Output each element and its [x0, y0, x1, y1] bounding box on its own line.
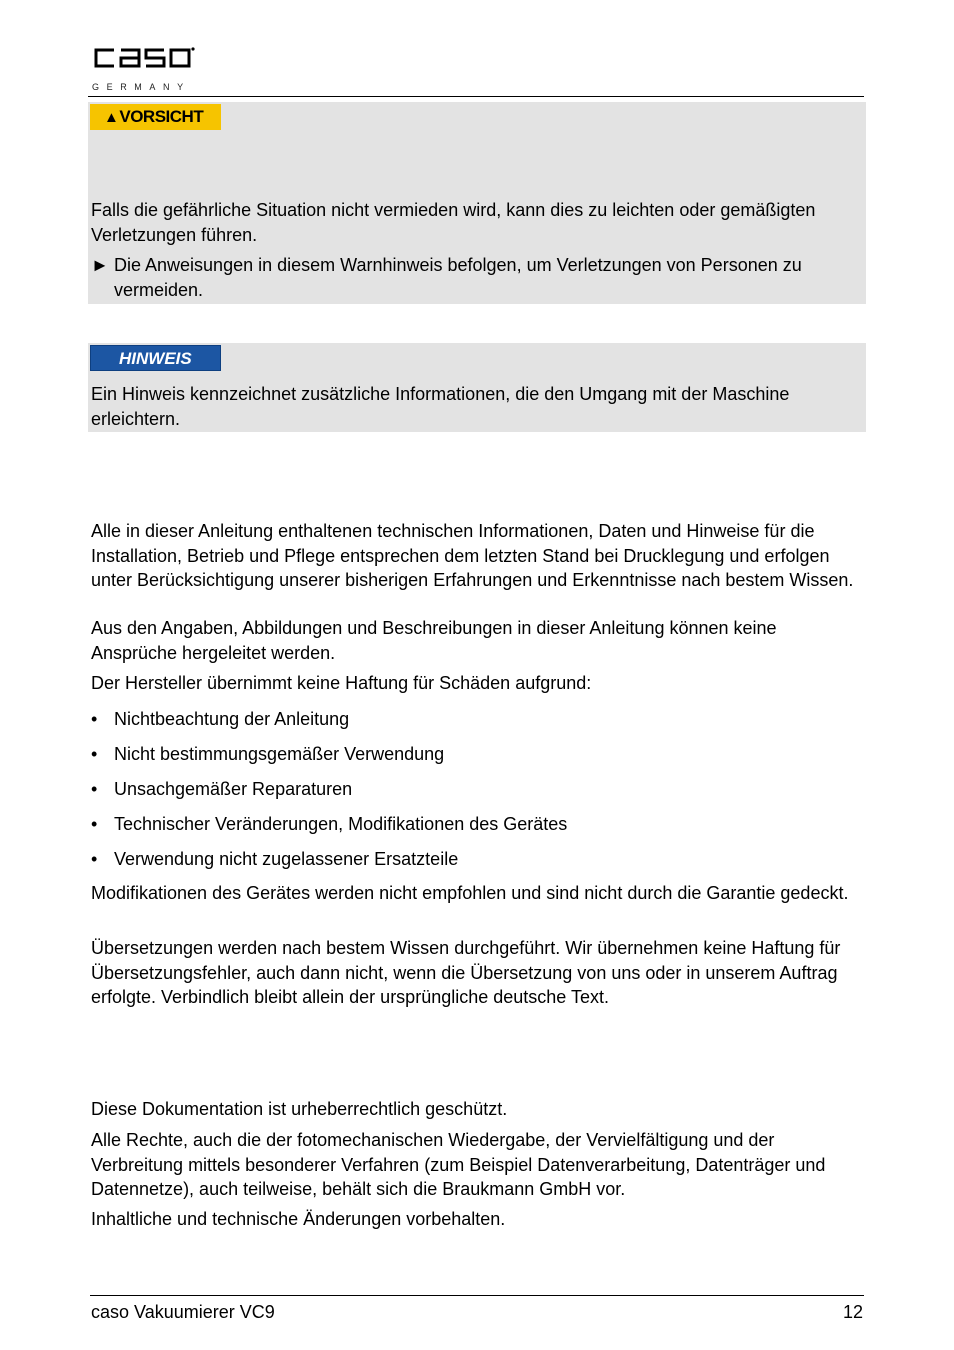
caso-logo	[88, 40, 208, 96]
list-item-text: Nichtbeachtung der Anleitung	[114, 709, 350, 729]
warning-badge	[90, 104, 221, 130]
list-item	[91, 812, 567, 836]
list-item-text: Nicht bestimmungsgemäßer Verwendung	[114, 744, 445, 764]
note-text: Ein Hinweis kennzeichnet zusätzliche Informationen, die den Umgang mit der Maschine erleichtern.	[91, 384, 790, 429]
header-rule	[88, 96, 864, 97]
list-item-text: Verwendung nicht zugelassener Ersatzteile	[114, 849, 459, 869]
bullet-icon: •	[91, 744, 98, 764]
bullet-icon: •	[91, 779, 98, 799]
arrow-right-icon: ►	[91, 255, 109, 275]
list-item	[91, 847, 458, 871]
liability-paragraph-5: Übersetzungen werden nach bestem Wissen durchgeführt. Wir übernehmen keine Haftung für Übersetzungsfehler, auch dann nicht, wenn die Übersetzung von uns oder in unserem Auftrag erfolgte. Verbindlich bleibt allein der ursprüngliche deutsche Text.	[91, 938, 841, 1007]
bullet-icon: •	[91, 709, 98, 729]
warning-badge-label: VORSICHT	[119, 107, 204, 126]
bullet-icon: •	[91, 849, 98, 869]
warning-instruction	[91, 253, 861, 302]
list-item-text: Unsachgemäßer Reparaturen	[114, 779, 353, 799]
list-item	[91, 707, 349, 731]
bullet-icon: •	[91, 814, 98, 834]
copyright-paragraph-2: Alle Rechte, auch die der fotomechanischen Wiedergabe, der Vervielfältigung und der Verbreitung mittels besonderer Verfahren (zum Beispiel Datenverarbeitung, Datenträger und Datennetze), auch teilweise, behält sich die Braukmann GmbH vor.	[91, 1130, 826, 1199]
liability-paragraph-3: Der Hersteller übernimmt keine Haftung für Schäden aufgrund:	[91, 673, 592, 693]
note-badge-label: HINWEIS	[119, 349, 192, 368]
copyright-paragraph-1: Diese Dokumentation ist urheberrechtlich geschützt.	[91, 1099, 508, 1119]
warning-triangle-icon: ▲	[104, 109, 119, 126]
copyright-paragraph-3: Inhaltliche und technische Änderungen vorbehalten.	[91, 1209, 506, 1229]
caso-logo-wordmark	[92, 46, 196, 70]
liability-paragraph-1: Alle in dieser Anleitung enthaltenen technischen Informationen, Daten und Hinweise für die Installation, Betrieb und Pflege entsprechen dem letzten Stand bei Drucklegung und erfolgen unter Berücksichtigung unserer bisherigen Erfahrungen und Erkenntnisse nach bestem Wissen.	[91, 521, 854, 590]
page-number: 12	[842, 1302, 863, 1322]
liability-paragraph-2: Aus den Angaben, Abbildungen und Beschreibungen in dieser Anleitung können keine Ansprüche hergeleitet werden.	[91, 618, 777, 663]
list-item-text: Technischer Veränderungen, Modifikationen des Gerätes	[114, 814, 568, 834]
note-badge	[90, 345, 221, 371]
list-item	[91, 742, 444, 766]
footer-product-name: caso Vakuumierer VC9	[91, 1302, 275, 1322]
warning-text: Falls die gefährliche Situation nicht vermieden wird, kann dies zu leichten oder gemäßigten Verletzungen führen.	[91, 200, 816, 245]
liability-paragraph-4: Modifikationen des Gerätes werden nicht empfohlen und sind nicht durch die Garantie gedeckt.	[91, 883, 849, 903]
warning-instruction-text: Die Anweisungen in diesem Warnhinweis befolgen, um Verletzungen von Personen zu vermeiden.	[114, 255, 802, 300]
footer-rule	[90, 1295, 864, 1296]
brand-subtitle: GERMANY	[92, 82, 191, 92]
list-item	[91, 777, 352, 801]
